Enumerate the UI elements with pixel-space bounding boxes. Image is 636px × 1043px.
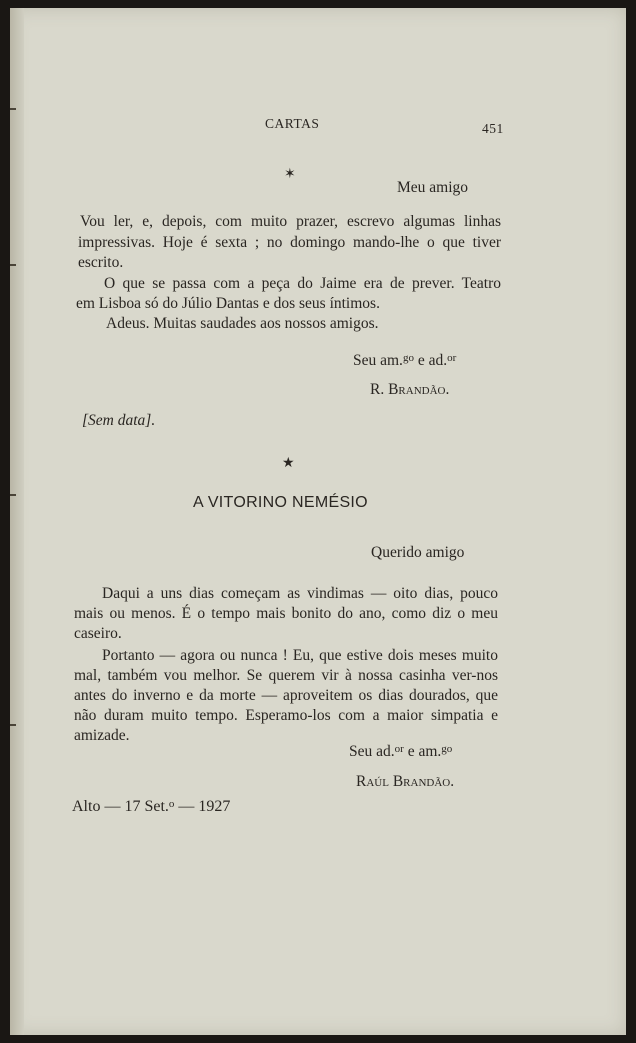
text-line: mal, também vou melhor. Se querem vir à nossa casinha ver-nos bbox=[74, 667, 498, 684]
date-line bbox=[72, 794, 230, 817]
text-line: amizade. bbox=[74, 727, 130, 744]
text-line: impressivas. Hoje é sexta ; no domingo mando-lhe o que tiver bbox=[78, 234, 501, 251]
text-line: antes do inverno e da morte — aproveitem os dias dourados, que bbox=[74, 687, 498, 704]
text-line: Daqui a uns dias começam as vindimas — oito dias, pouco bbox=[102, 585, 498, 602]
spine-mark bbox=[10, 108, 16, 110]
date-text: — 1927 bbox=[174, 798, 231, 815]
salutation: Querido amigo bbox=[371, 544, 465, 561]
page-spine bbox=[10, 8, 24, 1035]
text-line: O que se passa com a peça do Jaime era de prever. Teatro bbox=[104, 275, 501, 292]
closing-superscript: go bbox=[441, 743, 453, 755]
page-number: 451 bbox=[482, 121, 504, 136]
text-line: escrito. bbox=[78, 254, 124, 271]
text-line: mais ou menos. É o tempo mais bonito do ano, como diz o meu bbox=[74, 605, 498, 622]
closing-text: Seu ad. bbox=[349, 743, 395, 760]
running-title: CARTAS bbox=[265, 116, 320, 131]
spine-mark bbox=[10, 494, 16, 496]
section-separator: ✶ bbox=[284, 167, 296, 182]
salutation: Meu amigo bbox=[397, 179, 469, 196]
section-separator: ★ bbox=[282, 456, 295, 471]
date-line: [Sem data]. bbox=[82, 412, 156, 429]
date-superscript: o bbox=[168, 798, 175, 810]
closing-superscript: go bbox=[402, 352, 414, 364]
closing-superscript: or bbox=[394, 743, 404, 755]
text-line: Portanto — agora ou nunca ! Eu, que estive dois meses muito bbox=[102, 647, 498, 664]
text-line: caseiro. bbox=[74, 625, 122, 642]
closing-text: e ad. bbox=[413, 352, 448, 369]
closing-line bbox=[353, 348, 456, 371]
text-line: Adeus. Muitas saudades aos nossos amigos. bbox=[106, 315, 379, 332]
signature: Raúl Brandão. bbox=[356, 773, 455, 790]
closing-text: e am. bbox=[403, 743, 442, 760]
closing-line bbox=[349, 739, 452, 762]
signature: R. Brandão. bbox=[370, 381, 450, 398]
letter-heading: A VITORINO NEMÉSIO bbox=[193, 494, 368, 511]
text-line: Vou ler, e, depois, com muito prazer, escrevo algumas linhas bbox=[80, 213, 501, 230]
closing-superscript: or bbox=[447, 352, 457, 364]
closing-text: Seu am. bbox=[353, 352, 403, 369]
text-line: não duram muito tempo. Esperamo-los com a maior simpatia e bbox=[74, 707, 498, 724]
book-page bbox=[10, 8, 626, 1035]
spine-mark bbox=[10, 264, 16, 266]
spine-mark bbox=[10, 724, 16, 726]
date-text: Alto — 17 Set. bbox=[72, 798, 169, 815]
text-line: em Lisboa só do Júlio Dantas e dos seus íntimos. bbox=[76, 295, 380, 312]
